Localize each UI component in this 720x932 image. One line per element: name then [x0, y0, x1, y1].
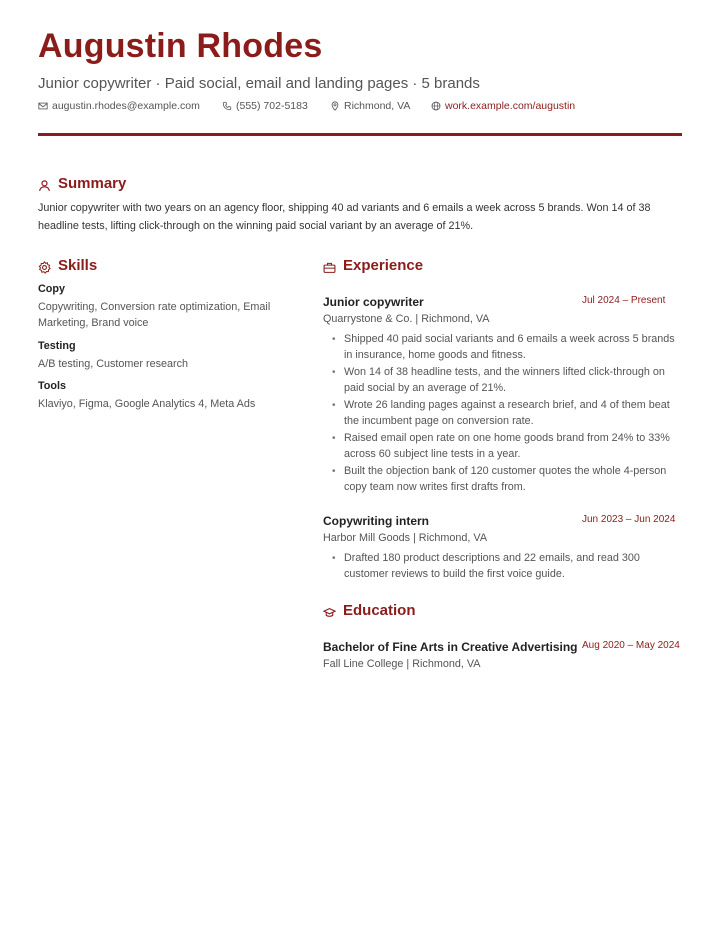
job-bullet: • Raised email open rate on one home goods brand from 24% to 33% across 60 subject line tests in a year. [323, 431, 683, 462]
contact-location [330, 100, 410, 112]
degree-title: Bachelor of Fine Arts in Creative Advertising [323, 640, 578, 654]
skills-heading [38, 257, 97, 274]
skill-group-copy [38, 283, 298, 331]
job-organization: Harbor Mill Goods | Richmond, VA [323, 532, 488, 544]
education-heading [323, 602, 416, 619]
contact-location-text: Richmond, VA [344, 100, 411, 112]
skill-group-testing [38, 340, 298, 372]
skill-group-name: Testing [38, 340, 76, 352]
phone-icon [222, 101, 232, 111]
globe-icon [431, 101, 441, 111]
job-dates: Jul 2024 – Present [582, 295, 666, 306]
education-entry [323, 640, 683, 670]
job-bullet: • Wrote 26 landing pages against a research brief, and 4 of them beat the incumbent page on conversion rate. [323, 398, 683, 429]
experience-heading [323, 257, 423, 274]
contact-phone-text: (555) 702-5183 [236, 100, 308, 112]
education-dates: Aug 2020 – May 2024 [582, 640, 680, 651]
job-bullets [323, 332, 683, 495]
skills-title: Skills [58, 257, 98, 274]
summary-heading [38, 175, 126, 192]
job-organization: Quarrystone & Co. | Richmond, VA [323, 313, 490, 325]
location-pin-icon [330, 101, 340, 111]
header-divider [38, 133, 682, 136]
contact-email[interactable] [38, 100, 200, 112]
job-bullets [323, 551, 683, 582]
skill-group-items: A/B testing, Customer research [38, 358, 189, 370]
job-bullet: • Drafted 180 product descriptions and 22 emails, and read 300 customer reviews to build the first voice guide. [323, 551, 683, 582]
job-entry [323, 514, 683, 584]
summary-title: Summary [58, 175, 127, 192]
school-name: Fall Line College | Richmond, VA [323, 658, 481, 670]
summary-text: Junior copywriter with two years on an agency floor, shipping 40 ad variants and 6 emails a week across 5 brands. Won 14 of 38 headline tests, lifting click-through on the winning paid social variant by an average of 21%. [38, 202, 651, 232]
job-bullet: • Built the objection bank of 120 customer quotes the whole 4-person copy team now writes first drafts from. [323, 464, 683, 495]
job-bullet: • Shipped 40 paid social variants and 6 emails a week across 5 brands in insurance, home goods and fitness. [323, 332, 683, 363]
candidate-tagline: Junior copywriter · Paid social, email and landing pages · 5 brands [38, 75, 480, 92]
mail-icon [38, 101, 48, 111]
job-dates: Jun 2023 – Jun 2024 [582, 514, 676, 525]
skill-group-tools [38, 380, 298, 412]
skill-group-items: Klaviyo, Figma, Google Analytics 4, Meta Ads [38, 398, 256, 410]
job-title: Copywriting intern [323, 514, 429, 528]
person-icon [38, 179, 51, 192]
candidate-name: Augustin Rhodes [38, 27, 323, 65]
briefcase-icon [323, 261, 336, 274]
graduation-cap-icon [323, 606, 336, 619]
skill-group-name: Copy [38, 283, 65, 295]
education-title: Education [343, 602, 416, 619]
gear-icon [38, 261, 51, 274]
job-bullet: • Won 14 of 38 headline tests, and the winners lifted click-through on paid social by an average of 21%. [323, 365, 683, 396]
contact-website[interactable] [431, 100, 575, 112]
skill-group-name: Tools [38, 380, 66, 392]
contact-email-text: augustin.rhodes@example.com [52, 100, 200, 112]
job-title: Junior copywriter [323, 295, 424, 309]
job-entry [323, 295, 683, 497]
experience-title: Experience [343, 257, 424, 274]
contact-phone[interactable] [222, 100, 308, 112]
skill-group-items: Copywriting, Conversion rate optimization, Email Marketing, Brand voice [38, 301, 271, 329]
contact-website-link[interactable]: work.example.com/augustin [445, 100, 576, 112]
